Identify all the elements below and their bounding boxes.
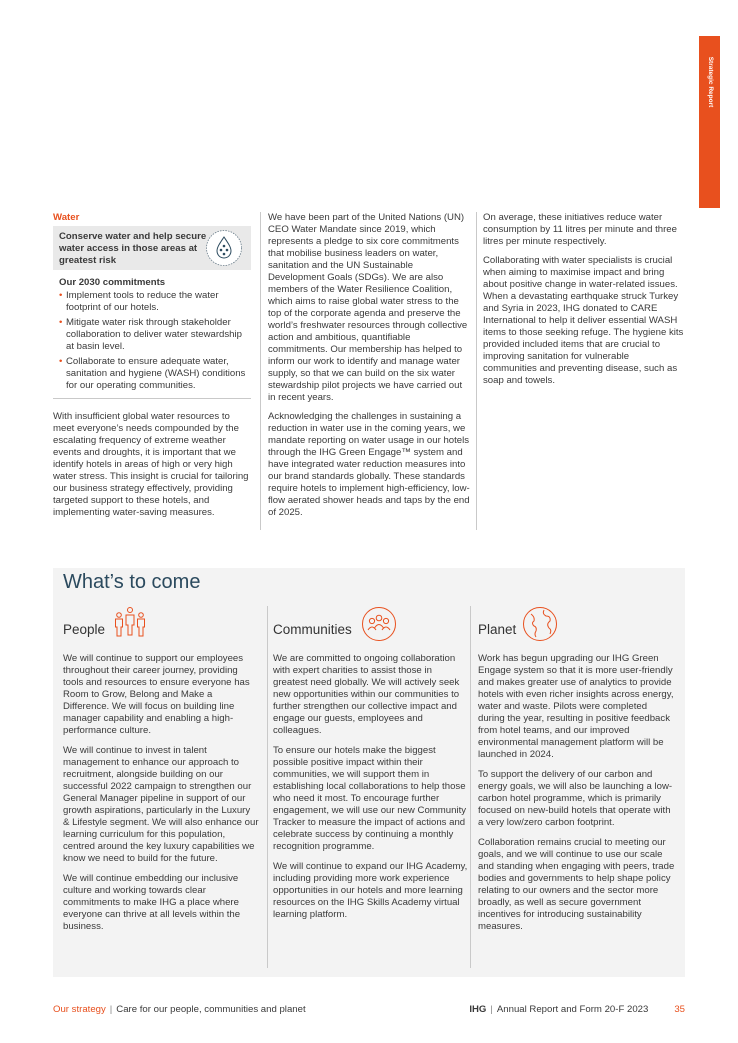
column-divider <box>260 212 261 530</box>
paragraph: We will continue to expand our IHG Academy, including providing more work experience opportunities in our hotels and more learning resources on the IHG Skills Academy virtual learning platform. <box>273 861 468 920</box>
column-divider <box>267 606 268 968</box>
list-item: • Collaborate to ensure adequate water, sanitation and hygiene (WASH) conditions for our operating communities. <box>59 356 251 392</box>
water-drop-icon <box>205 229 243 267</box>
footer-report-title: Annual Report and Form 20-F 2023 <box>496 1004 649 1015</box>
planet-heading-label: Planet <box>478 622 517 637</box>
paragraph: Acknowledging the challenges in sustaining a reduction in water use in the coming years, we mandate reporting on water usage in our hotels through the IHG Green Engage™ system and have integrated water reduction measures into our brand standards globally. These standards require hotels to implement high-efficiency, low-flow aerated shower heads and taps by the end of 2025. <box>268 411 470 518</box>
section-tab[interactable] <box>699 36 720 208</box>
column-divider <box>470 606 471 968</box>
paragraph: We have been part of the United Nations (UN) CEO Water Mandate since 2019, which represents a pledge to six core commitments that mobilise business leaders on water, sanitation and the UN Sustainable Development Goals (SDGs). We are also members of the Water Resilience Coalition, which aims to raise global water stress to the top of the corporate agenda and preserve the world’s freshwater resources through collective action and ambitious, quantifiable commitments. Our membership has helped to inform our work to identify and manage water supply, so that we can build on the six water stewardship pilot projects we have carried out in recent years. <box>268 212 468 403</box>
paragraph: Collaboration remains crucial to meeting our goals, and we will continue to use our scale and standing when engaging with peers, trade bodies and governments to help shape policy relating to our owners and the sector more broadly, as well as secure government incentives for introducing sustainability measures. <box>478 837 675 932</box>
communities-icon <box>361 606 397 642</box>
section-tab-label: Strategic Report <box>706 56 714 108</box>
paragraph: We will continue embedding our inclusive culture and working towards clear commitments to make IHG a place where everyone can thrive at all levels within the business. <box>63 873 241 932</box>
list-item: • Implement tools to reduce the water footprint of our hotels. <box>59 290 251 314</box>
water-label: Water <box>53 212 80 223</box>
water-column-2 <box>268 212 471 526</box>
paragraph: We will continue to support our employees throughout their career journey, providing tools and resources to ensure everyone has Room to Grow, Belong and Make a Difference. We will focus on building line manager capability and enabling a high-performance culture. <box>63 653 250 736</box>
paragraph: On average, these initiatives reduce water consumption by 11 litres per minute and three litres per minute respectively. <box>483 212 677 247</box>
commitments-list <box>59 290 251 392</box>
water-goal-title: Conserve water and help secure water access in those areas at greatest risk <box>59 231 207 266</box>
water-goal-box <box>53 226 251 270</box>
communities-heading <box>273 606 469 650</box>
people-heading-label: People <box>63 622 106 637</box>
planet-section <box>478 606 676 941</box>
people-icon <box>111 606 149 638</box>
page-number: 35 <box>674 1004 685 1015</box>
communities-heading-label: Communities <box>273 622 352 637</box>
water-column <box>53 212 251 526</box>
globe-icon <box>522 606 558 642</box>
paragraph: To ensure our hotels make the biggest possible positive impact within their communities, we will support them in establishing local collaborations to help those who need it most. To encourage further engagement, we will use our new Community Tracker to measure the impact of actions and celebrate success by continuing a monthly recognition programme. <box>273 745 467 852</box>
page-footer: Our strategy | Care for our people, communities and planet IHG | Annual Report and Form 20-F 2023 35 <box>53 1004 685 1015</box>
people-heading <box>63 606 259 650</box>
column-divider <box>476 212 477 530</box>
footer-report: IHG | Annual Report and Form 20-F 2023 35 <box>469 1004 685 1015</box>
people-section <box>63 606 259 941</box>
paragraph: Work has begun upgrading our IHG Green Engage system so that it is more user-friendly and makes greater use of analytics to provide hotels with even richer insights across energy, water and waste. Pilots were completed during the year, resulting in positive feedback from hotel teams, and our improved environmental management platform will be launched in 2024. <box>478 653 674 760</box>
footer-section-link[interactable]: Our strategy <box>53 1004 106 1015</box>
paragraph: Collaborating with water specialists is crucial when aiming to maximise impact and bring about positive change in water-related issues. When a devastating earthquake struck Turkey and Syria in 2023, IHG donated to CARE International to help it deliver essential WASH items to those seeking refuge. The hygiene kits provided included items that are crucial to improving sanitation for vulnerable communities and preventing disease, such as soap and towels. <box>483 255 684 386</box>
planet-heading <box>478 606 676 650</box>
footer-subtitle: Care for our people, communities and planet <box>116 1004 306 1015</box>
footer-brand: IHG <box>469 1004 487 1015</box>
communities-section <box>273 606 469 929</box>
whats-to-come-panel <box>53 568 685 977</box>
whats-to-come-title: What’s to come <box>63 571 201 593</box>
list-item: • Mitigate water risk through stakeholder collaboration to deliver water stewardship at basin level. <box>59 317 251 353</box>
divider <box>53 398 251 399</box>
commitments-heading: Our 2030 commitments <box>59 277 166 288</box>
paragraph: We will continue to invest in talent management to enhance our approach to recruitment, alongside building on our successful 2022 campaign to strengthen our General Manager pipeline in support of our growth aspirations, particularly in the Luxury & Lifestyle segment. We will also enhance our learning curriculum for this population, centred around the key luxury capabilities we know we need to build for the future. <box>63 745 259 864</box>
water-intro: With insufficient global water resources to meet everyone’s needs compounded by the escalating frequency of extreme weather events and droughts, it is important that we identify hotels in areas of high or very high water stress. This insight is crucial for tailoring our business strategy effectively, providing targeted support to these hotels, and implementing water-saving measures. <box>53 411 249 518</box>
water-column-3 <box>483 212 685 394</box>
paragraph: We are committed to ongoing collaboration with expert charities to assist those in greatest need globally. We will actively seek new opportunities within our communities to further strengthen our collective impact and engage our guests, employees and colleagues. <box>273 653 460 736</box>
paragraph: To support the delivery of our carbon and energy goals, we will also be launching a low-carbon hotel programme, which is primarily focused on new-build hotels that operate with a very low/zero carbon footprint. <box>478 769 673 828</box>
